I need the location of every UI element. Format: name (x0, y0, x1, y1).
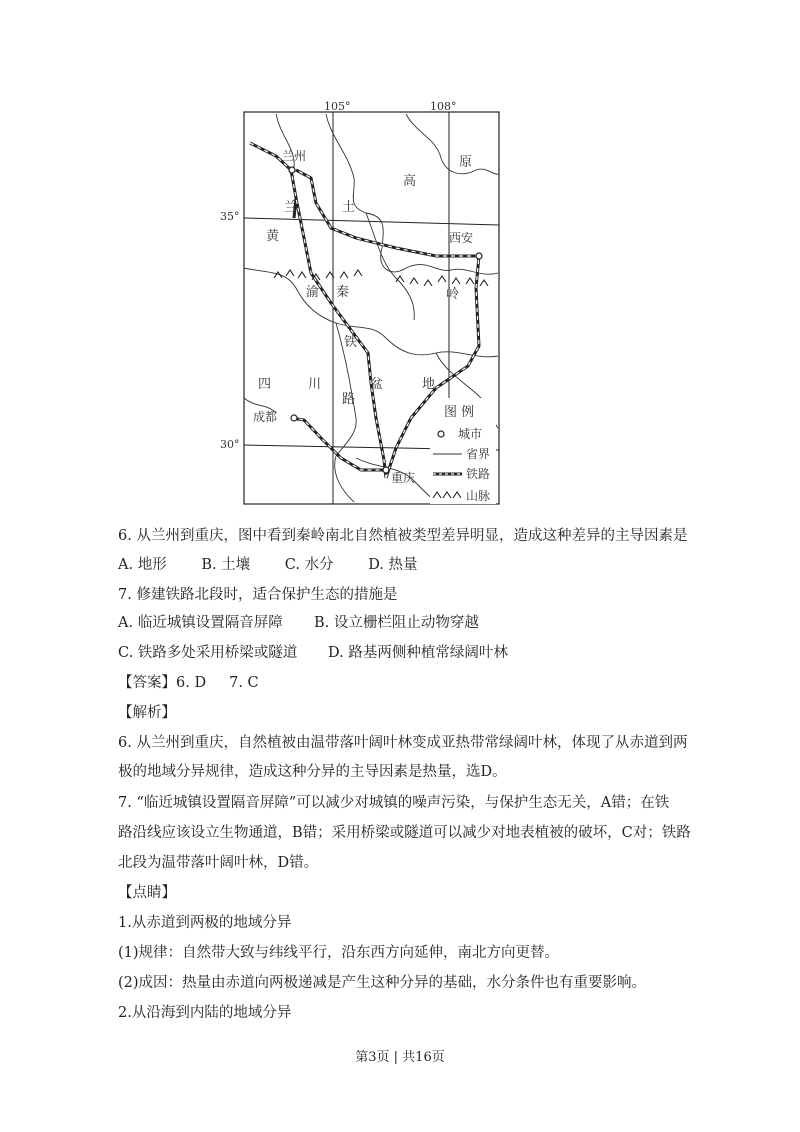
lat-label-30: 30° (220, 438, 240, 451)
q7-option-d[interactable]: D. 路基两侧种植常绿阔叶林 (328, 645, 508, 661)
q7-option-c[interactable]: C. 铁路多处采用桥梁或隧道 (118, 645, 298, 661)
page-footer: 第3页 | 共16页 (355, 1050, 445, 1065)
legend-city-icon (438, 431, 444, 437)
map-legend (430, 398, 496, 504)
region-char-tie: 铁 (344, 335, 358, 350)
question-6-stem: 6. 从兰州到重庆，图中看到秦岭南北自然植被类型差异明显，造成这种差异的主导因素是 (118, 528, 688, 544)
region-char-pen: 盆 (370, 377, 384, 392)
legend-title: 图 例 (444, 405, 475, 420)
point-line-2: (1)规律：自然带大致与纬线平行，沿东西方向延伸，南北方向更替。 (118, 945, 560, 961)
lat-label-35: 35° (220, 210, 240, 223)
region-char-di: 地 (422, 377, 436, 392)
question-7-stem: 7. 修建铁路北段时，适合保护生态的措施是 (118, 587, 398, 603)
city-label-xian: 西安 (449, 231, 474, 245)
explain-7-line-2: 路沿线应该设立生物通道，B错；采用桥梁或隧道可以减少对地表植被的破坏，C对；铁路 (118, 825, 691, 841)
analysis-heading: 【解析】 (118, 705, 176, 721)
explain-6-line-2: 极的地域分异规律，造成这种分异的主导因素是热量，选D。 (118, 764, 507, 780)
region-char-yuan: 原 (459, 155, 473, 170)
region-char-huang: 黄 (266, 229, 280, 244)
railway-map (220, 98, 504, 508)
region-char-si: 四 (258, 377, 272, 392)
city-lanzhou-marker (289, 167, 295, 173)
explain-6-line-1: 6. 从兰州到重庆，自然植被由温带落叶阔叶林变成亚热带常绿阔叶林，体现了从赤道到两 (118, 735, 688, 751)
city-label-lanzhou: 兰州 (282, 149, 307, 163)
region-char-lu: 路 (342, 392, 356, 407)
point-line-1: 1.从赤道到两极的地域分异 (118, 915, 292, 931)
question-7-options-row2 (118, 643, 508, 663)
question-6-options (118, 555, 448, 575)
explain-7-line-1: 7. “临近城镇设置隔音屏障”可以减少对城镇的噪声污染，与保护生态无关，A错；在铁 (118, 795, 670, 811)
dianjing-heading: 【点睛】 (118, 885, 176, 901)
legend-item-city: 城市 (458, 427, 483, 441)
region-char-tu: 土 (342, 200, 356, 215)
region-char-yu: 渝 (306, 285, 320, 300)
q6-option-b[interactable]: B. 土壤 (201, 557, 251, 573)
region-char-chuan: 川 (308, 377, 322, 392)
q7-option-a[interactable]: A. 临近城镇设置隔音屏障 (118, 615, 283, 631)
region-char-gao: 高 (403, 174, 417, 189)
q6-option-a[interactable]: A. 地形 (118, 557, 167, 573)
city-chongqing-marker (383, 467, 389, 473)
region-char-ling: 岭 (446, 287, 460, 302)
point-line-3: (2)成因：热量由赤道向两极递减是产生这种分异的基础，水分条件也有重要影响。 (118, 975, 647, 991)
answer-line: 【答案】6. D 7. C (118, 675, 259, 691)
region-char-lan: 兰 (284, 200, 298, 215)
city-label-chengdu: 成都 (253, 410, 278, 424)
city-chengdu-marker (291, 415, 297, 421)
legend-item-border: 省界 (466, 447, 491, 461)
city-xian-marker (476, 253, 482, 259)
lon-label-108: 108° (430, 100, 457, 113)
explain-7-line-3: 北段为温带落叶阔叶林，D错。 (118, 855, 319, 871)
parallel-35 (244, 218, 499, 225)
region-char-qin: 秦 (336, 285, 350, 300)
point-line-4: 2.从沿海到内陆的地域分异 (118, 1005, 292, 1021)
q6-option-d[interactable]: D. 热量 (368, 557, 418, 573)
qinling-mountains (274, 270, 488, 286)
legend-item-mountain: 山脉 (466, 489, 491, 503)
legend-item-railway: 铁路 (466, 467, 491, 481)
lon-label-105: 105° (324, 100, 351, 113)
q7-option-b[interactable]: B. 设立栅栏阻止动物穿越 (314, 615, 479, 631)
q6-option-c[interactable]: C. 水分 (284, 557, 334, 573)
question-7-options-row1 (118, 613, 479, 633)
city-label-chongqing: 重庆 (391, 471, 416, 485)
